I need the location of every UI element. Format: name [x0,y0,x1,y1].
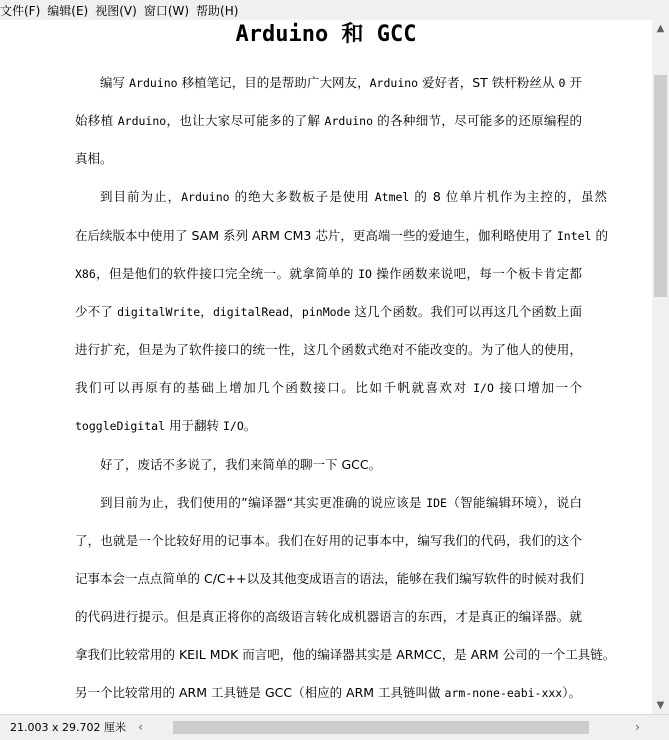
code-token: pinMode [301,305,351,319]
text-run: ，但是他们的软件接口完全统一。就拿简单的 [95,266,359,281]
text-run: 的 [591,228,608,243]
scrollbar-corner [652,719,669,739]
paragraph-line [75,151,113,167]
text-run: 的 8 位单片机作为主控的，虽然 [409,189,607,204]
code-token: Arduino [117,114,167,128]
paragraph-line [100,457,381,473]
code-token: Intel [556,229,592,243]
scroll-down-icon[interactable]: ▼ [656,700,665,711]
vertical-scrollbar[interactable] [652,20,669,714]
paragraph-line [75,304,582,320]
text-run: ， [200,304,213,319]
paragraph-line [75,342,582,358]
document-page [0,20,652,714]
text-run: 在后续版本中使用了 SAM 系列 ARM CM3 芯片，更高端一些的爱迪生，伽利略使用了 [75,228,557,243]
text-run: 编写 [100,75,130,90]
code-token: I/O [473,381,494,395]
text-run: 用于翻转 [165,418,223,433]
text-run: ）。 [562,685,581,700]
text-run: 接口增加一个 [493,380,582,395]
scroll-left-icon[interactable]: ‹ [138,720,143,734]
text-run: 到目前为止， [100,189,182,204]
code-token: IDE [426,496,447,510]
status-bar [0,714,669,740]
text-run: 好了，废话不多说了，我们来简单的聊一下 GCC。 [100,457,382,472]
menu-file[interactable]: 文件(F) [0,3,41,18]
text-run: 了，也就是一个比较好用的记事本。我们在好用的记事本中，编写我们的代码，我们的这个 [75,533,582,548]
text-run: 始移植 [75,113,118,128]
code-token: 0 [558,76,566,90]
paragraph-line [75,533,582,549]
code-token: digitalWrite [117,305,201,319]
text-run: 这几个函数。我们可以再这几个函数上面 [350,304,582,319]
code-token: Arduino [129,76,178,90]
code-token: X86 [75,267,96,281]
paragraph-line [100,495,582,511]
code-token: IO [358,267,372,281]
text-run: 记事本会一点点简单的 C/C++以及其他变成语言的语法，能够在我们编写软件的时候对我们 [75,571,585,586]
code-token: arm-none-eabi-xxx [444,686,563,700]
code-token: I/O [222,419,244,433]
code-token: Arduino [369,76,419,90]
paragraph-line [75,380,582,396]
code-token: digitalRead [212,305,290,319]
paragraph-line [75,685,581,701]
paragraph-line [75,113,582,129]
paragraph-line [75,609,582,625]
text-run: 进行扩充，但是为了软件接口的统一性，这几个函数式绝对不能改变的。为了他人的使用， [75,342,582,357]
text-run: ，也让大家尽可能多的了解 [166,113,325,128]
menu-help[interactable]: 帮助(H) [196,3,239,18]
text-run: （智能编辑环境），说白 [446,495,582,510]
text-run: 另一个比较常用的 ARM 工具链是 GCC（相应的 ARM 工具链叫做 [75,685,445,700]
horizontal-scrollbar[interactable] [132,719,646,736]
scroll-right-icon[interactable]: › [635,720,640,734]
text-run: 的绝大多数板子是使用 [229,189,375,204]
text-run: 。 [243,418,257,433]
text-run: 拿我们比较常用的 KEIL MDK 而言吧，他的编译器其实是 ARMCC，是 ARM 公司的一个工具链。 [75,647,616,662]
page-size-readout: 21.003 x 29.702 厘米 [10,721,126,734]
text-run: 真相。 [75,151,113,166]
text-run: ， [289,304,302,319]
paragraph-line [75,228,608,244]
horizontal-scroll-thumb[interactable] [173,721,589,734]
code-token: Atmel [374,190,410,204]
text-run: 我们可以再原有的基础上增加几个函数接口。比如千帆就喜欢对 [75,380,474,395]
menu-bar [0,0,669,20]
code-token: Arduino [181,190,230,204]
code-token: toggleDigital [75,419,166,433]
menu-window[interactable]: 窗口(W) [143,3,190,18]
text-run: 的代码进行提示。但是真正将你的高级语言转化成机器语言的东西，才是真正的编译器。就 [75,609,582,624]
text-run: 的各种细节，尽可能多的还原编程的 [373,113,582,128]
paragraph-line [75,266,582,282]
paragraph-line [75,571,585,587]
text-run: 移植笔记，目的是帮助广大网友， [177,75,370,90]
paragraph-line [75,647,616,663]
paragraph-line [100,189,607,205]
menu-edit[interactable]: 编辑(E) [47,3,89,18]
text-run: 到目前为止，我们使用的”编译器“其实更准确的说应该是 [100,495,427,510]
scroll-up-icon[interactable]: ▲ [656,23,665,34]
text-run: 开 [565,75,582,90]
menu-view[interactable]: 视图(V) [95,3,137,18]
paragraph-line [75,418,256,434]
vertical-scroll-thumb[interactable] [654,75,667,297]
document-title: Arduino 和 GCC [235,22,417,47]
text-run: 少不了 [75,304,118,319]
code-token: Arduino [324,114,374,128]
paragraph-line [100,75,582,91]
text-run: 操作函数来说吧，每一个板卡肯定都 [371,266,582,281]
text-run: 爱好者，ST 铁杆粉丝从 [418,75,559,90]
